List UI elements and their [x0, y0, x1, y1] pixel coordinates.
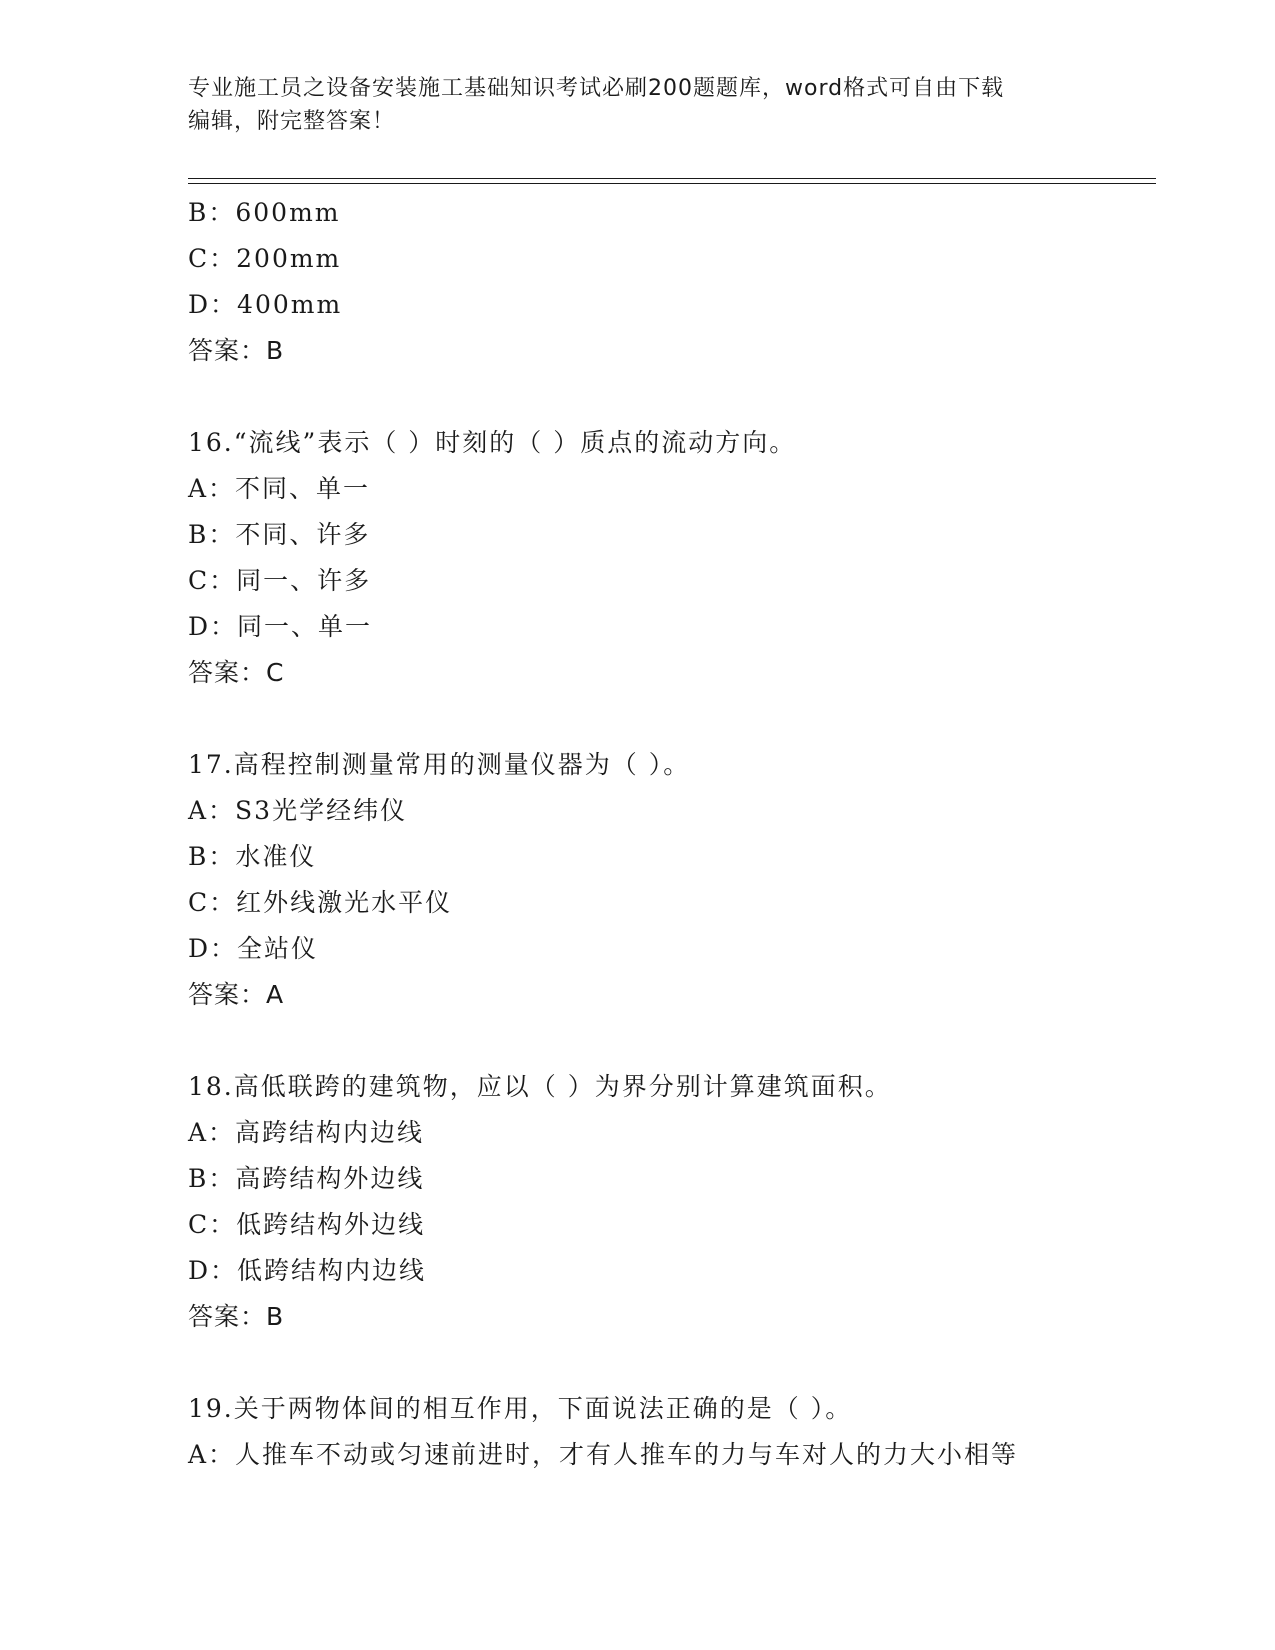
option-c: C：同一、许多 [188, 566, 372, 595]
option-d: D：同一、单一 [188, 612, 373, 641]
option-b: B：不同、许多 [188, 520, 371, 549]
question-19 [188, 1386, 1148, 1478]
option-b: B：高跨结构外边线 [188, 1164, 425, 1193]
question-16 [188, 420, 1148, 696]
answer: 答案：C [188, 658, 285, 687]
question-stem: 16.“流线”表示（ ）时刻的（ ）质点的流动方向。 [188, 428, 797, 457]
header-divider-top [188, 178, 1156, 179]
header-line-1: 专业施工员之设备安装施工基础知识考试必刷200题题库，word格式可自由下载 [188, 76, 1005, 101]
option-a: A：人推车不动或匀速前进时，才有人推车的力与车对人的力大小相等 [188, 1440, 1019, 1469]
question-stem: 19.关于两物体间的相互作用，下面说法正确的是（ ）。 [188, 1394, 853, 1423]
option-b: B：水准仪 [188, 842, 317, 871]
question-15-continued [188, 190, 1148, 374]
option-b: B：600mm [188, 198, 341, 227]
question-18 [188, 1064, 1148, 1340]
question-list [188, 190, 1148, 1478]
option-a: A：不同、单一 [188, 474, 371, 503]
document-header [188, 72, 1088, 138]
answer: 答案：B [188, 1302, 285, 1331]
option-a: A：S3光学经纬仪 [188, 796, 408, 825]
option-c: C：红外线激光水平仪 [188, 888, 453, 917]
answer: 答案：B [188, 336, 285, 365]
question-17 [188, 742, 1148, 1018]
header-divider-bottom [188, 183, 1156, 184]
answer: 答案：A [188, 980, 285, 1009]
option-a: A：高跨结构内边线 [188, 1118, 425, 1147]
option-d: D：低跨结构内边线 [188, 1256, 427, 1285]
option-c: C：200mm [188, 244, 342, 273]
option-d: D：400mm [188, 290, 343, 319]
header-line-2: 编辑，附完整答案！ [188, 109, 396, 134]
question-stem: 18.高低联跨的建筑物，应以（ ）为界分别计算建筑面积。 [188, 1072, 892, 1101]
option-c: C：低跨结构外边线 [188, 1210, 426, 1239]
option-d: D：全站仪 [188, 934, 319, 963]
question-stem: 17.高程控制测量常用的测量仪器为（ ）。 [188, 750, 691, 779]
